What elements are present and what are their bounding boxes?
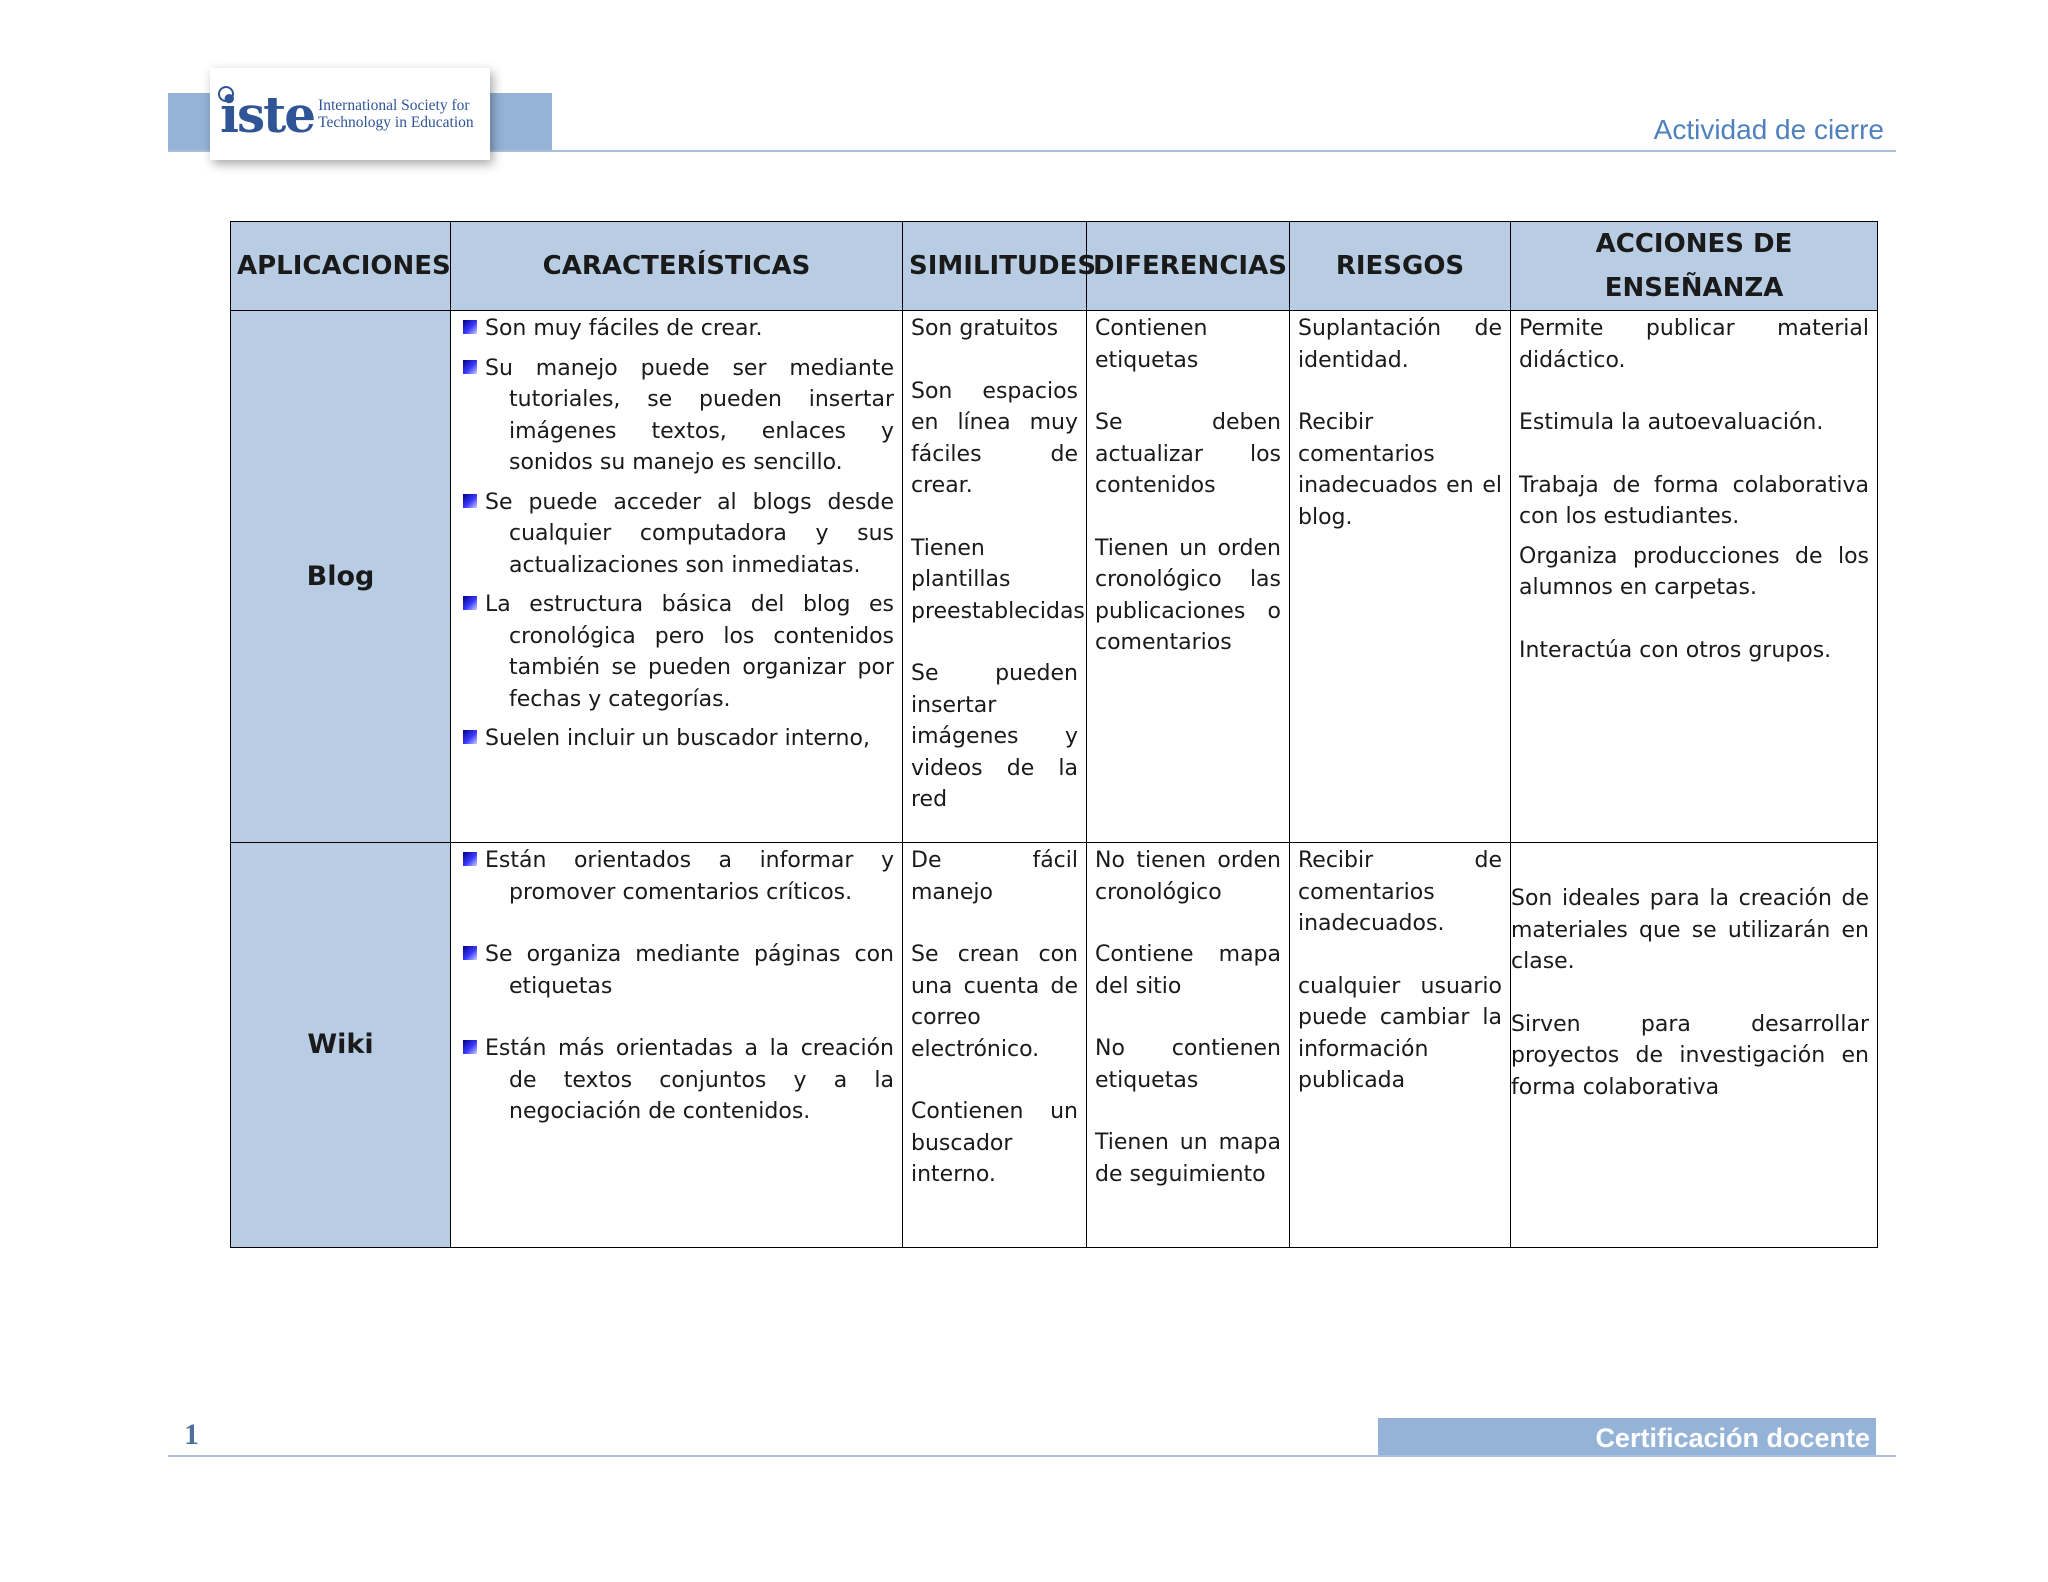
cell-riesgos-wiki [1290,843,1511,1248]
cell-text: Suplantación de identidad. [1298,316,1502,373]
cell-text: Son gratuitos [911,316,1059,341]
footer-rule [168,1455,1896,1457]
cell-text: cualquier usuario puede cambiar la información publicada [1298,973,1502,1093]
cell-text: Son espacios en línea muy fáciles de crear. [911,378,1078,498]
cell-text: Tienen un orden cronológico las publicaciones o comentarios [1095,535,1281,655]
cell-diferencias-blog [1087,311,1290,843]
cell-text: Contienen etiquetas [1095,316,1208,373]
page-number: 1 [184,1418,199,1451]
list-item: Suelen incluir un buscador interno, [463,723,894,755]
cell-text: Tienen un mapa de seguimiento [1095,1130,1281,1187]
cell-text: Son ideales para la creación de materiales que se utilizarán en clase. [1511,886,1869,974]
cell-text: Interactúa con otros grupos. [1519,637,1832,663]
cell-text: Contiene mapa del sitio [1095,942,1281,999]
cell-similitudes-wiki [903,843,1087,1248]
cell-text: Recibir comentarios inadecuados en el blog. [1298,410,1502,530]
bullet-icon [463,494,477,508]
list-item: Su manejo puede ser mediante tutoriales, se pueden insertar imágenes textos, enlaces y sonidos su manejo es sencillo. [463,353,894,479]
cell-text: Trabaja de forma colaborativa con los estudiantes. [1519,472,1869,529]
cell-text: Permite publicar material didáctico. [1519,316,1869,373]
globe-icon [218,86,234,102]
app-name-wiki: Wiki [231,843,451,1248]
cell-text: De fácil manejo [911,848,1078,905]
cell-text: No tienen orden cronológico [1095,848,1281,905]
cell-acciones-wiki [1511,843,1878,1248]
cell-text: Estimula la autoevaluación. [1519,410,1824,435]
cell-similitudes-blog [903,311,1087,843]
cell-caracteristicas-blog [451,311,903,843]
column-header-caracteristicas: CARACTERÍSTICAS [451,222,903,311]
cell-acciones-blog [1511,311,1878,843]
logo-word: iste [220,84,315,144]
column-header-similitudes: SIMILITUDES [903,222,1087,311]
bullet-icon [463,730,477,744]
list-item: Se organiza mediante páginas con etiquetas [463,939,894,1002]
cell-text: Sirven para desarrollar proyectos de investigación en forma colaborativa [1511,1011,1869,1100]
column-header-acciones: ACCIONES DE ENSEÑANZA [1511,222,1878,311]
list-item: Se puede acceder al blogs desde cualquier computadora y sus actualizaciones son inmediatas. [463,487,894,582]
cell-diferencias-wiki [1087,843,1290,1248]
bullet-icon [463,852,477,866]
logo-tagline: International Society for Technology in Education [318,97,474,131]
list-item: Están orientados a informar y promover comentarios críticos. [463,845,894,908]
cell-riesgos-blog [1290,311,1511,843]
column-header-aplicaciones: APLICACIONES [231,222,451,311]
iste-logo [210,68,490,160]
cell-text: No contienen etiquetas [1095,1036,1281,1093]
column-header-diferencias: DIFERENCIAS [1087,222,1290,311]
bullet-icon [463,946,477,960]
table-row-blog [231,311,1878,843]
comparison-table [230,221,1878,1248]
list-item: Son muy fáciles de crear. [463,313,894,345]
bullet-icon [463,1040,477,1054]
table-row-wiki [231,843,1878,1248]
list-item: Están más orientadas a la creación de textos conjuntos y a la negociación de contenidos. [463,1033,894,1128]
cell-text: Contienen un buscador interno. [911,1099,1078,1187]
list-item: La estructura básica del blog es cronológica pero los contenidos también se pueden organizar por fechas y categorías. [463,589,894,715]
column-header-riesgos: RIESGOS [1290,222,1511,311]
app-name-blog: Blog [231,311,451,843]
bullet-icon [463,320,477,334]
page-title: Actividad de cierre [1653,114,1884,145]
table-header-row [231,222,1878,311]
bullet-icon [463,360,477,374]
cell-text: Se crean con una cuenta de correo electrónico. [911,942,1078,1062]
cell-text: Se pueden insertar imágenes y videos de la red [911,661,1078,812]
cell-caracteristicas-wiki [451,843,903,1248]
cell-text: Organiza producciones de los alumnos en carpetas. [1519,543,1869,600]
cell-text: Tienen plantillas preestablecidas [911,535,1085,624]
cell-text: Recibir de comentarios inadecuados. [1298,848,1502,936]
bullet-icon [463,596,477,610]
cell-text: Se deben actualizar los contenidos [1095,410,1281,498]
footer-label: Certificación docente [1378,1418,1876,1456]
